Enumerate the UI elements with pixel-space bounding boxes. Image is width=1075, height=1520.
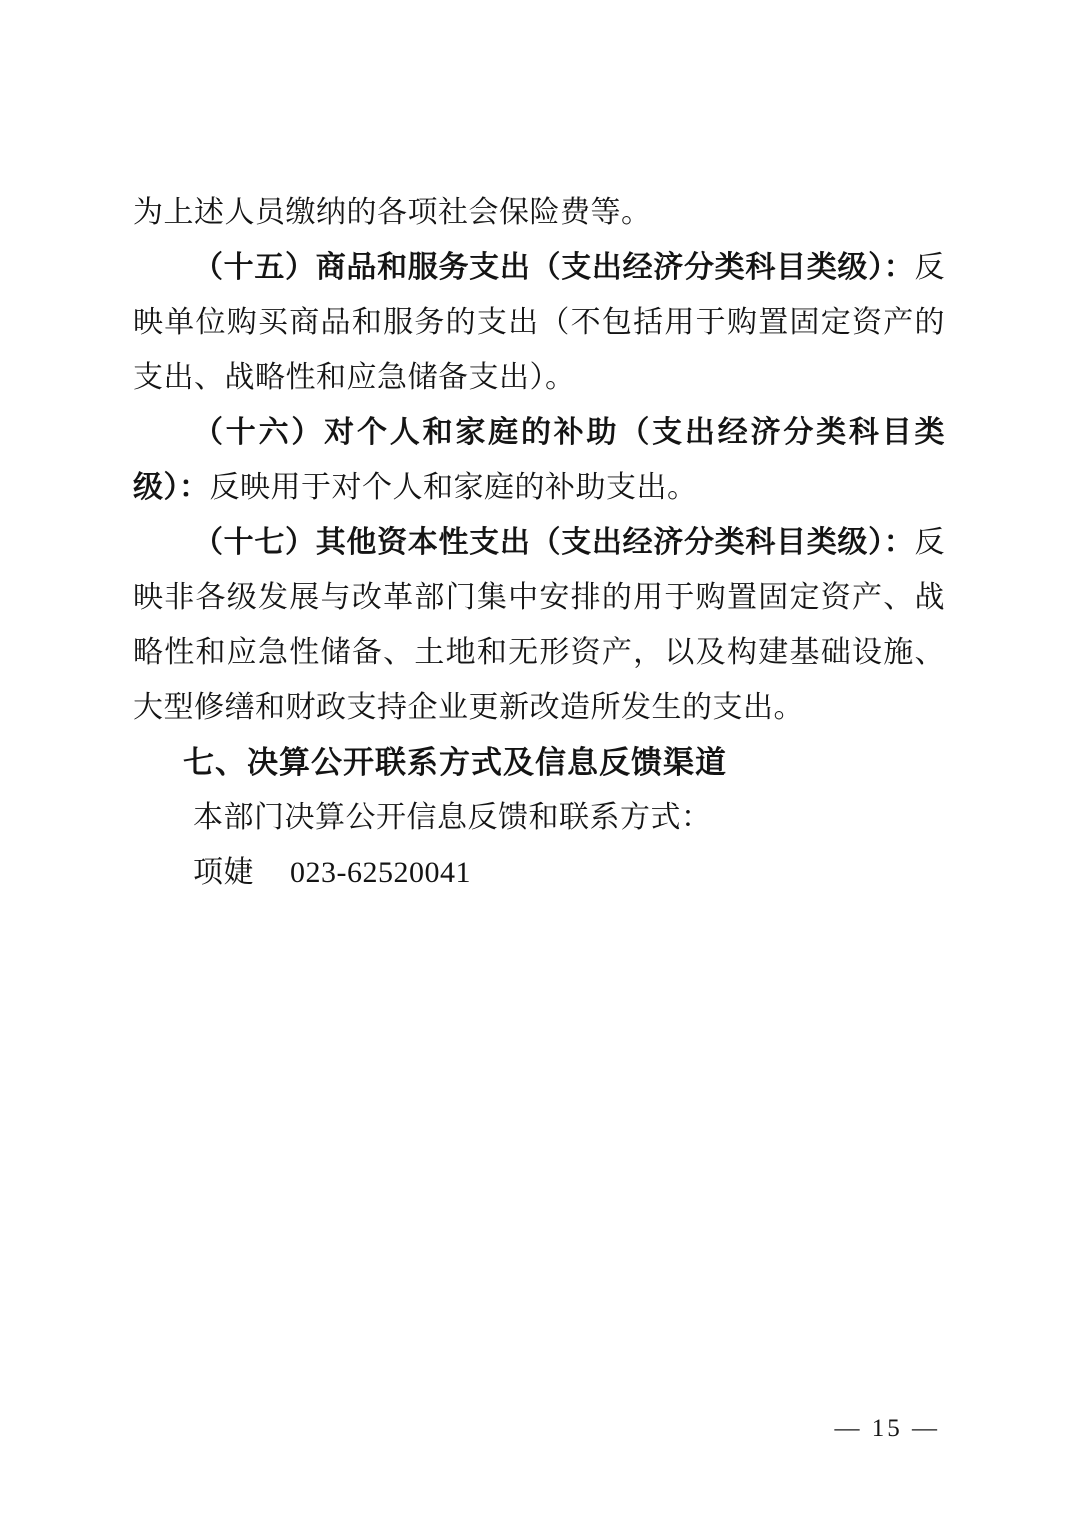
paragraph-text: 反映用于对个人和家庭的补助支出。 xyxy=(209,471,698,504)
contact-row xyxy=(133,845,945,900)
contact-phone: 023-62520041 xyxy=(290,856,471,889)
paragraph-lead: （十七）其他资本性支出（支出经济分类科目类级）： xyxy=(193,526,915,559)
contact-name: 项婕 xyxy=(193,856,254,889)
paragraph xyxy=(133,515,945,735)
paragraph xyxy=(133,185,945,240)
paragraph-text: 反映非各级发展与改革部门集中安排的用于购置固定资产、战略性和应急性储备、土地和无形资产，以及构建基础设施、大型修缮和财政支持企业更新改造所发生的支出。 xyxy=(133,526,945,724)
contact-intro: 本部门决算公开信息反馈和联系方式： xyxy=(193,801,712,834)
paragraph-lead: （十六）对个人和家庭的补助（支出经济分类科目类级）： xyxy=(133,416,945,504)
page-number: — 15 — xyxy=(834,1415,940,1442)
paragraph-lead: （十五）商品和服务支出（支出经济分类科目类级）： xyxy=(193,251,915,284)
section-heading: 七、决算公开联系方式及信息反馈渠道 xyxy=(183,745,727,780)
document-body xyxy=(133,185,945,900)
paragraph xyxy=(133,240,945,405)
paragraph xyxy=(133,405,945,515)
paragraph-text: 为上述人员缴纳的各项社会保险费等。 xyxy=(133,196,652,229)
paragraph-text: 反映单位购买商品和服务的支出（不包括用于购置固定资产的支出、战略性和应急储备支出）。 xyxy=(133,251,945,394)
